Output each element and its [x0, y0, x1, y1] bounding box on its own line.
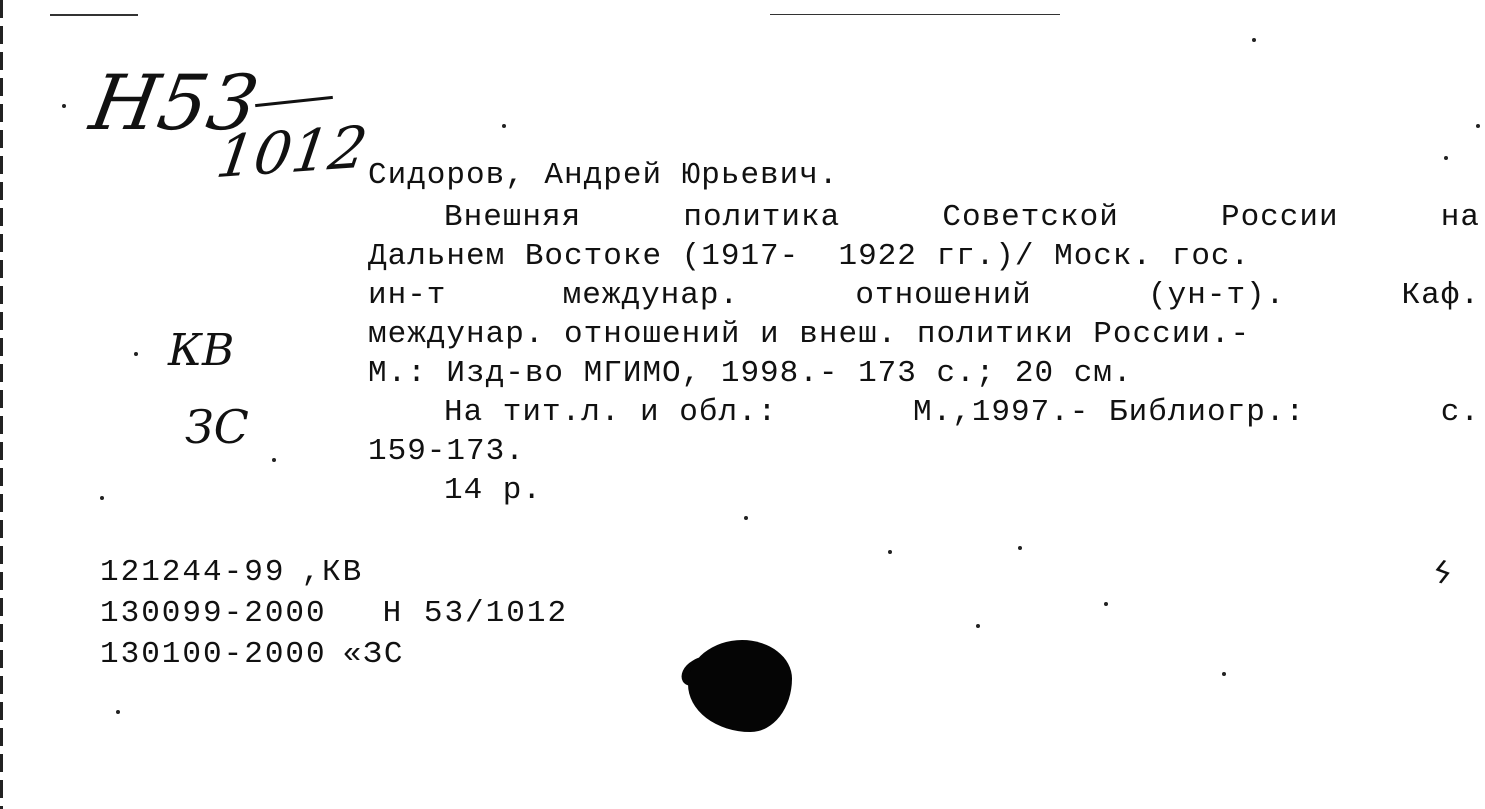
card-top-edge	[50, 14, 138, 16]
word: Советской	[942, 200, 1119, 235]
word: ин-т	[368, 278, 447, 313]
word: политика	[683, 200, 841, 235]
word: Каф.	[1401, 278, 1480, 313]
note-line	[368, 393, 1480, 432]
note-part: с.	[1440, 395, 1480, 430]
ink-blot	[688, 640, 792, 732]
note-part: На тит.л. и обл.:	[444, 395, 778, 430]
speck	[134, 352, 138, 356]
speck	[100, 496, 104, 500]
shelf-mark-sub: 1012	[212, 112, 372, 192]
speck	[1476, 124, 1480, 128]
accession-row	[100, 552, 568, 593]
accession-mark: ,КВ	[301, 555, 364, 590]
title-line: Дальнем Востоке (1917- 1922 гг.)/ Моск. гос.	[368, 239, 1251, 274]
margin-mark-zs: ЗС	[185, 400, 249, 454]
accession-row	[100, 634, 568, 675]
author-heading: Сидоров, Андрей Юрьевич.	[368, 158, 839, 193]
speck	[1104, 602, 1108, 606]
title-line: междунар. отношений и внеш. политики России.-	[368, 317, 1251, 352]
corner-mark: ϟ	[1426, 553, 1458, 594]
word: на	[1440, 200, 1480, 235]
speck	[116, 710, 120, 714]
note-line: 159-173.	[368, 434, 525, 469]
speck	[502, 124, 506, 128]
speck	[976, 624, 980, 628]
word: (ун-т).	[1148, 278, 1286, 313]
speck	[1222, 672, 1226, 676]
shelf-mark-main: Н53	[84, 58, 266, 147]
shelf-mark-divider	[255, 96, 333, 107]
speck	[888, 550, 892, 554]
margin-mark-kv: КВ	[168, 325, 235, 376]
speck	[744, 516, 748, 520]
accession-mark: Н 53/1012	[382, 596, 569, 631]
accession-mark: «ЗС	[342, 637, 405, 672]
speck	[1252, 38, 1256, 42]
card-left-edge	[0, 0, 3, 809]
speck	[1444, 156, 1448, 160]
word: Внешняя	[444, 200, 582, 235]
title-line	[368, 198, 1480, 237]
price: 14 р.	[444, 473, 543, 508]
accession-number: 130099-2000	[100, 596, 327, 631]
accession-numbers	[100, 552, 568, 675]
word: междунар.	[562, 278, 740, 313]
accession-row	[100, 593, 568, 634]
card-top-edge	[770, 14, 1060, 15]
speck	[1018, 546, 1022, 550]
note-part: М.,1997.- Библиогр.:	[912, 395, 1306, 430]
accession-number: 121244-99	[100, 555, 286, 590]
word: отношений	[855, 278, 1032, 313]
title-line	[368, 276, 1480, 315]
bibliographic-description	[368, 198, 1480, 510]
imprint-line: М.: Изд-во МГИМО, 1998.- 173 с.; 20 см.	[368, 356, 1133, 391]
speck	[62, 104, 66, 108]
word: России	[1220, 200, 1339, 235]
accession-number: 130100-2000	[100, 637, 327, 672]
speck	[272, 458, 276, 462]
